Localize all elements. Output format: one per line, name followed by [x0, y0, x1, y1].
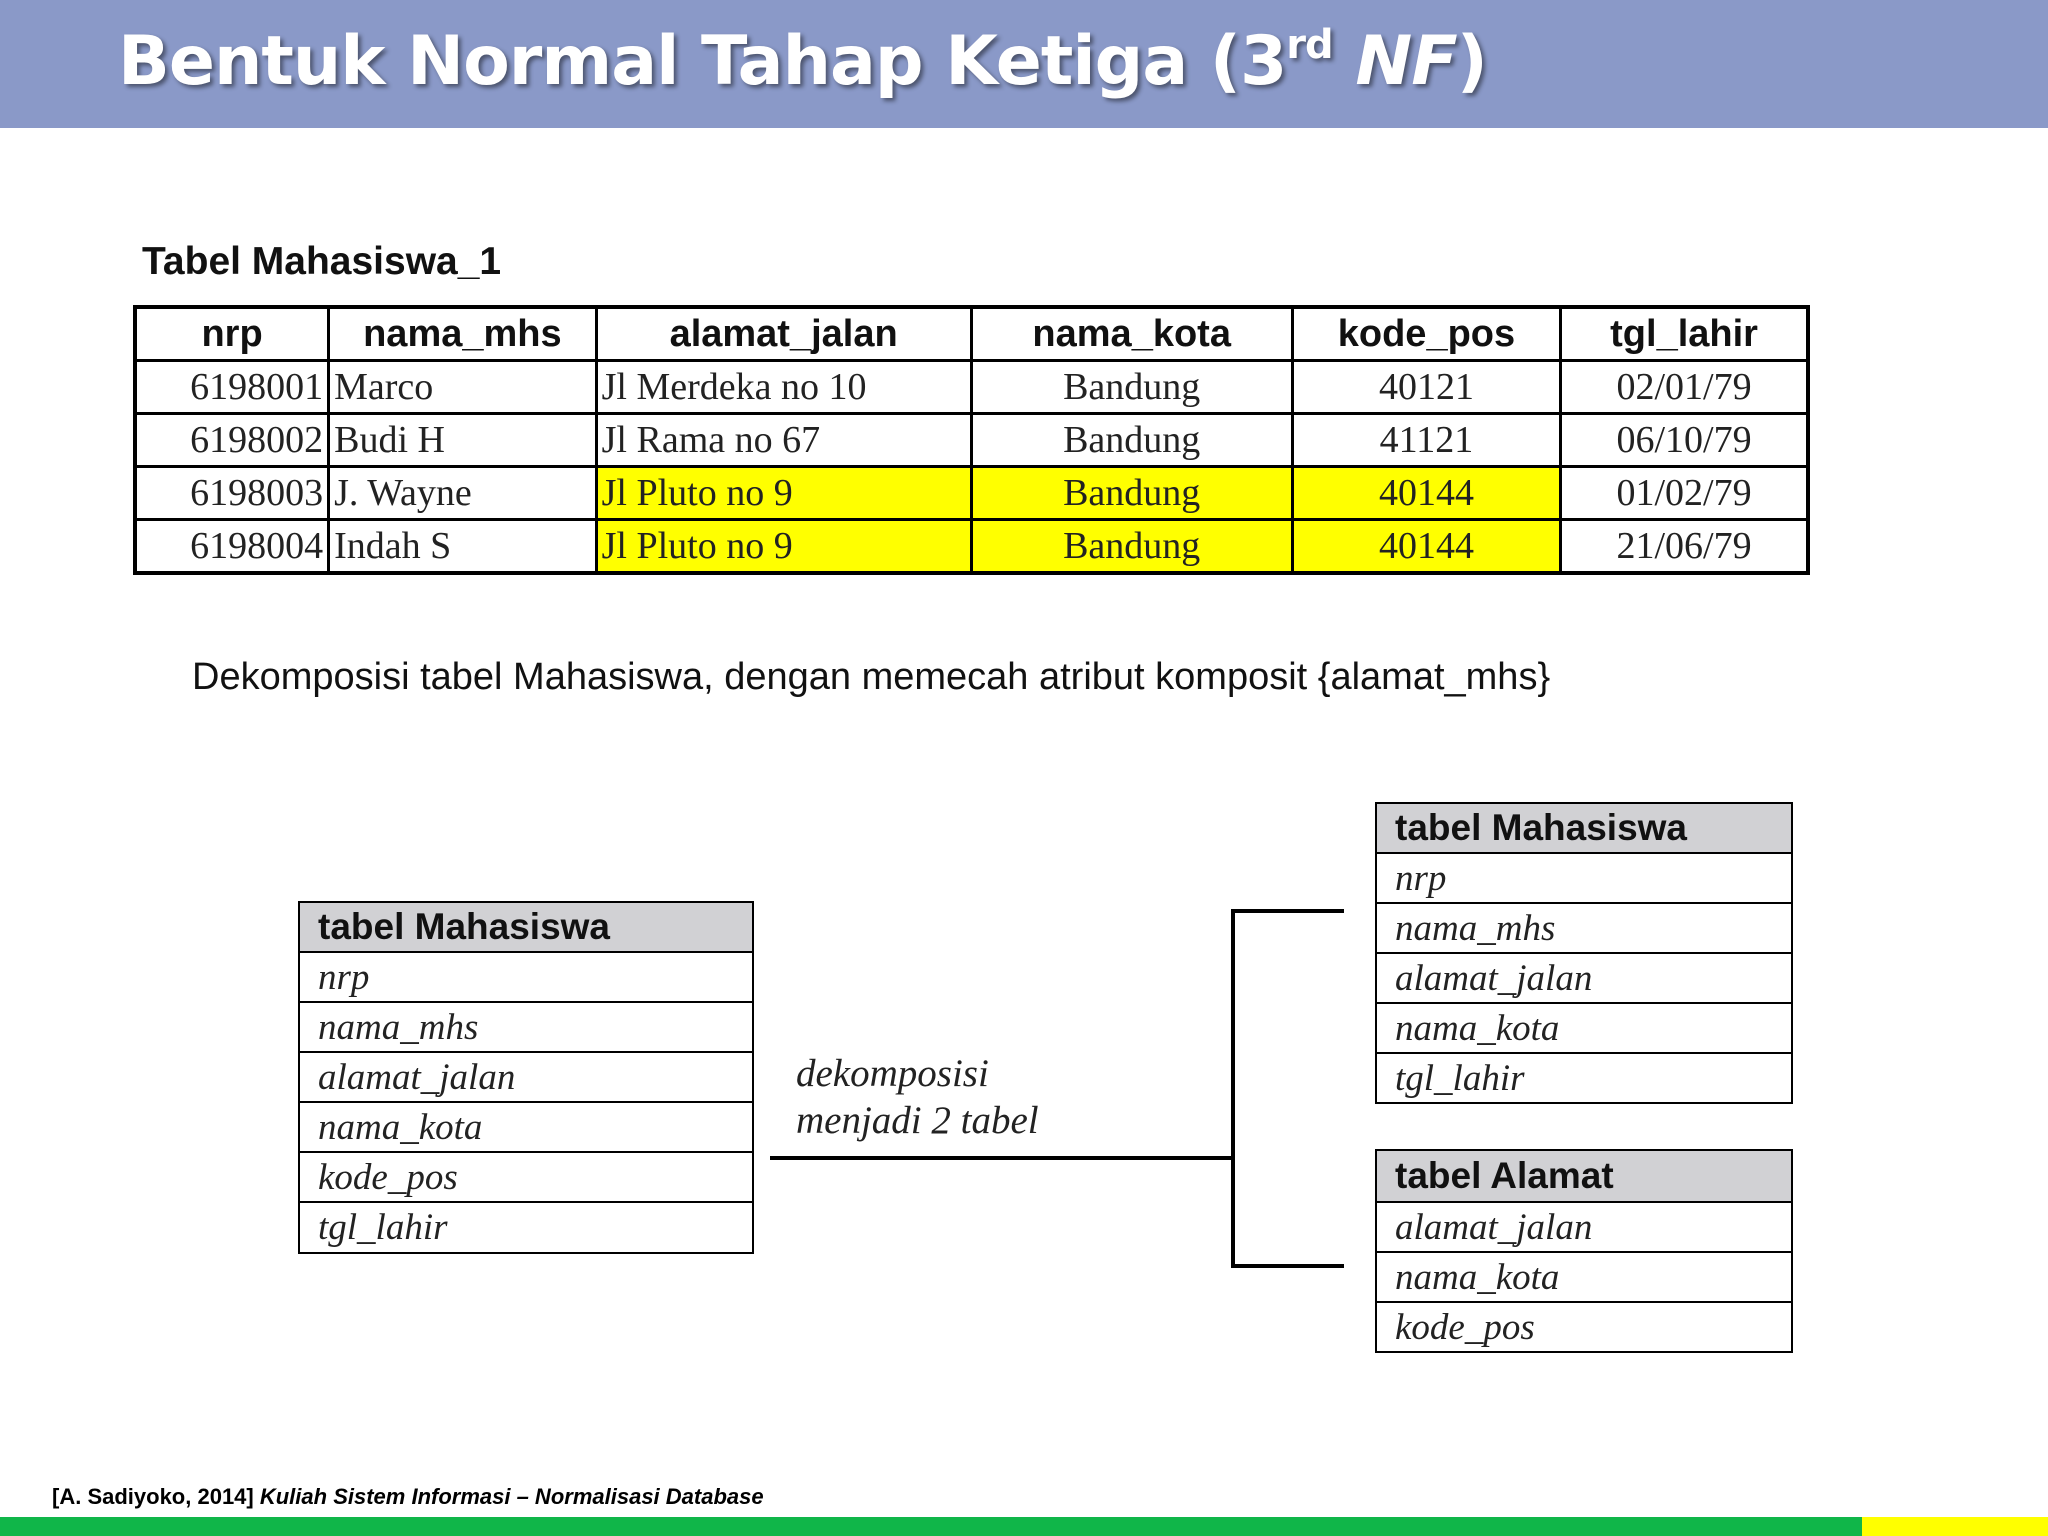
schema-field: kode_pos	[300, 1153, 752, 1203]
schema-field: nama_kota	[1377, 1004, 1791, 1054]
schema-field: nama_mhs	[1377, 904, 1791, 954]
schema-mahasiswa-new	[1375, 802, 1793, 1104]
cell-nrp: 6198001	[135, 361, 329, 414]
schema-field: nama_mhs	[300, 1003, 752, 1053]
cell-nama-kota-highlighted: Bandung	[971, 467, 1292, 520]
schema-field: alamat_jalan	[1377, 1203, 1791, 1253]
cell-nama-mhs: Indah S	[329, 520, 597, 574]
footer-citation: [A. Sadiyoko, 2014] Kuliah Sistem Informasi – Normalisasi Database	[52, 1484, 764, 1509]
cell-nama-mhs: Marco	[329, 361, 597, 414]
schema-field: tgl_lahir	[318, 1207, 448, 1248]
cell-nrp: 6198003	[135, 467, 329, 520]
table-caption: Tabel Mahasiswa_1	[142, 240, 502, 283]
column-header-nrp: nrp	[135, 307, 329, 361]
cell-tgl-lahir: 21/06/79	[1561, 520, 1808, 574]
schema-title: tabel Mahasiswa	[300, 903, 752, 953]
schema-field: nama_kota	[1377, 1253, 1791, 1303]
schema-field: kode_pos	[1395, 1306, 1535, 1348]
cell-tgl-lahir: 02/01/79	[1561, 361, 1808, 414]
column-header-alamat-jalan: alamat_jalan	[596, 307, 971, 361]
cell-alamat-jalan: Jl Merdeka no 10	[596, 361, 971, 414]
cell-alamat-jalan: Jl Rama no 67	[596, 414, 971, 467]
decomposition-note: Dekomposisi tabel Mahasiswa, dengan memecah atribut komposit {alamat_mhs}	[192, 656, 1551, 698]
column-header-tgl-lahir: tgl_lahir	[1561, 307, 1808, 361]
cell-tgl-lahir: 01/02/79	[1561, 467, 1808, 520]
cell-kode-pos-highlighted: 40144	[1292, 467, 1560, 520]
footer-green-bar	[0, 1517, 1862, 1536]
cell-nama-mhs: Budi H	[329, 414, 597, 467]
schema-alamat	[1375, 1149, 1793, 1353]
schema-field: nrp	[1377, 854, 1791, 904]
schema-title: tabel Alamat	[1377, 1151, 1791, 1203]
cell-kode-pos: 40121	[1292, 361, 1560, 414]
decomposition-label-line2: menjadi 2 tabel	[796, 1099, 1039, 1142]
column-header-nama-mhs: nama_mhs	[329, 307, 597, 361]
cell-kode-pos-highlighted: 40144	[1292, 520, 1560, 574]
schema-field: alamat_jalan	[300, 1053, 752, 1103]
schema-field: nrp	[300, 953, 752, 1003]
cell-nama-kota: Bandung	[971, 414, 1292, 467]
schema-field: tgl_lahir	[1395, 1057, 1525, 1099]
column-header-nama-kota: nama_kota	[971, 307, 1292, 361]
cell-nama-kota-highlighted: Bandung	[971, 520, 1292, 574]
schema-title: tabel Mahasiswa	[1377, 804, 1791, 854]
cell-nama-mhs: J. Wayne	[329, 467, 597, 520]
cell-nrp: 6198004	[135, 520, 329, 574]
schema-field: alamat_jalan	[1377, 954, 1791, 1004]
cell-alamat-jalan-highlighted: Jl Pluto no 9	[596, 467, 971, 520]
decomposition-label-line1: dekomposisi	[796, 1052, 989, 1095]
column-header-kode-pos: kode_pos	[1292, 307, 1560, 361]
cell-nama-kota: Bandung	[971, 361, 1292, 414]
cell-nrp: 6198002	[135, 414, 329, 467]
cell-alamat-jalan-highlighted: Jl Pluto no 9	[596, 520, 971, 574]
cell-tgl-lahir: 06/10/79	[1561, 414, 1808, 467]
footer-yellow-bar	[1862, 1517, 2048, 1536]
schema-field: nama_kota	[300, 1103, 752, 1153]
slide-title: Bentuk Normal Tahap Ketiga (3rd NF)	[118, 22, 1487, 101]
cell-kode-pos: 41121	[1292, 414, 1560, 467]
